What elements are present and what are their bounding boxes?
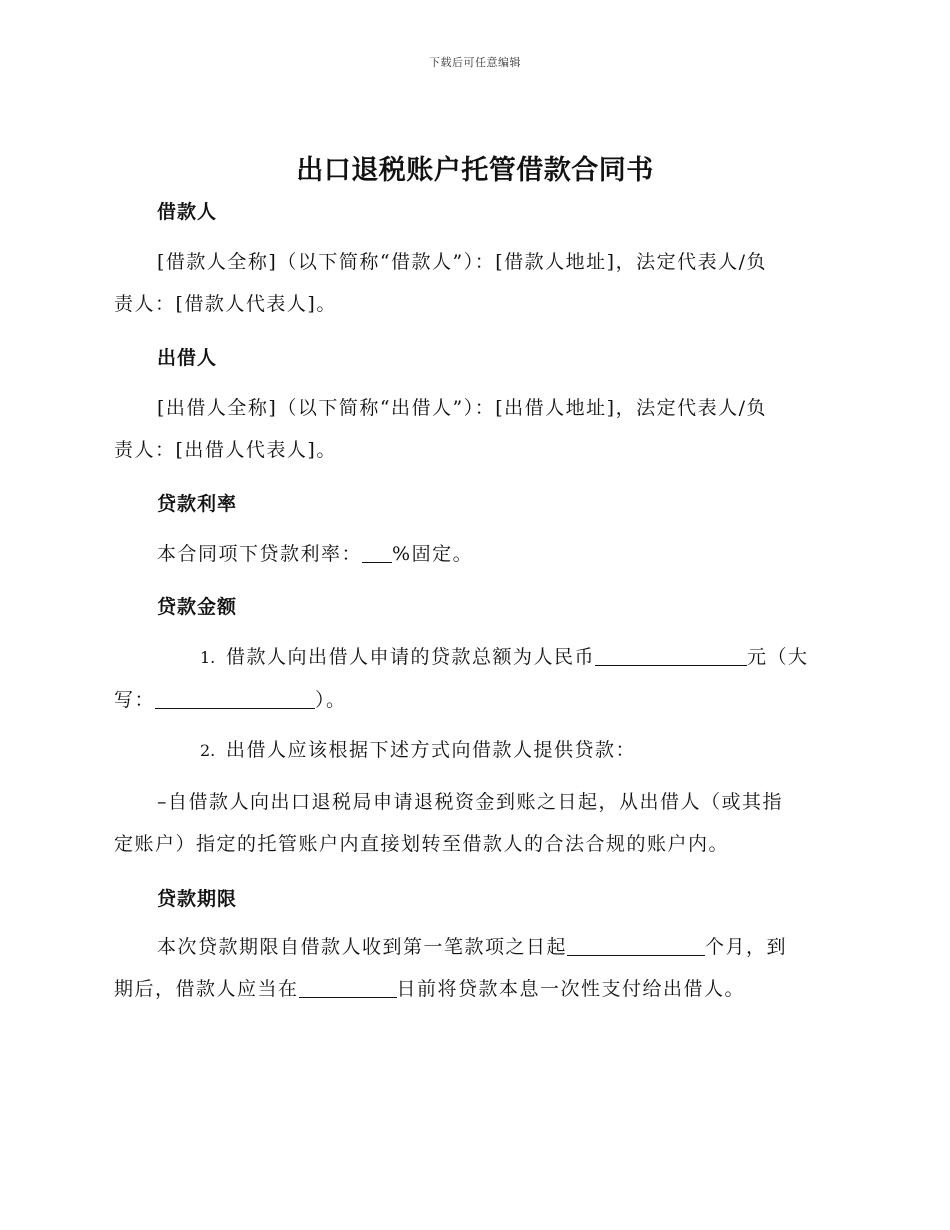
amount-heading: 贷款金额 bbox=[157, 596, 238, 618]
amount-item-1-line2-after: ）。 bbox=[315, 689, 347, 711]
term-line1-before: 本次贷款期限自借款人收到第一笔款项之日起 bbox=[157, 936, 568, 958]
interest-rate-blank bbox=[362, 540, 392, 563]
lender-paragraph bbox=[114, 387, 832, 471]
borrower-line-2: 责人：[借款人代表人]。 bbox=[114, 293, 337, 315]
document-title: 出口退税账户托管借款合同书 bbox=[296, 155, 654, 186]
amount-method-line-1: –自借款人向出口退税局申请退税资金到账之日起，从出借人（或其指 bbox=[157, 791, 784, 813]
amount-item-1-number: 1. bbox=[200, 648, 216, 667]
borrower-heading: 借款人 bbox=[157, 201, 218, 223]
term-line1-after: 个月，到 bbox=[705, 936, 788, 958]
term-line2-before: 期后，借款人应当在 bbox=[114, 978, 299, 1000]
amount-figure-blank bbox=[595, 643, 747, 666]
lender-line-1: [出借人全称]（以下简称“出借人”）：[出借人地址]，法定代表人/负 bbox=[157, 397, 767, 419]
lender-line-2: 责人：[出借人代表人]。 bbox=[114, 439, 337, 461]
interest-paragraph bbox=[114, 533, 832, 575]
term-paragraph bbox=[114, 926, 832, 1010]
amount-item-1-text-mid: 元（大 bbox=[747, 646, 809, 668]
term-heading: 贷款期限 bbox=[157, 888, 238, 910]
amount-words-blank bbox=[155, 686, 315, 709]
amount-item-2 bbox=[114, 729, 832, 772]
amount-item-2-text: 出借人应该根据下述方式向借款人提供贷款： bbox=[226, 739, 637, 761]
term-line2-after: 日前将贷款本息一次性支付给出借人。 bbox=[396, 978, 746, 1000]
borrower-paragraph bbox=[114, 241, 832, 325]
borrower-line-1: [借款人全称]（以下简称“借款人”）：[借款人地址]，法定代表人/负 bbox=[157, 251, 767, 273]
amount-item-2-number: 2. bbox=[200, 741, 216, 760]
lender-heading: 出借人 bbox=[157, 347, 218, 369]
term-date-blank bbox=[299, 975, 397, 998]
header-note: 下载后可任意编辑 bbox=[429, 56, 521, 69]
amount-item-1-line2-before: 写： bbox=[114, 689, 156, 711]
amount-method-line-2: 定账户）指定的托管账户内直接划转至借款人的合法合规的账户内。 bbox=[114, 833, 730, 855]
interest-text-after: %固定。 bbox=[392, 543, 474, 565]
amount-method-paragraph bbox=[114, 781, 832, 865]
interest-text-before: 本合同项下贷款利率： bbox=[157, 543, 363, 565]
amount-item-1 bbox=[114, 636, 832, 721]
term-months-blank bbox=[567, 933, 705, 956]
interest-heading: 贷款利率 bbox=[157, 493, 238, 515]
amount-item-1-text: 借款人向出借人申请的贷款总额为人民币 bbox=[226, 646, 596, 668]
